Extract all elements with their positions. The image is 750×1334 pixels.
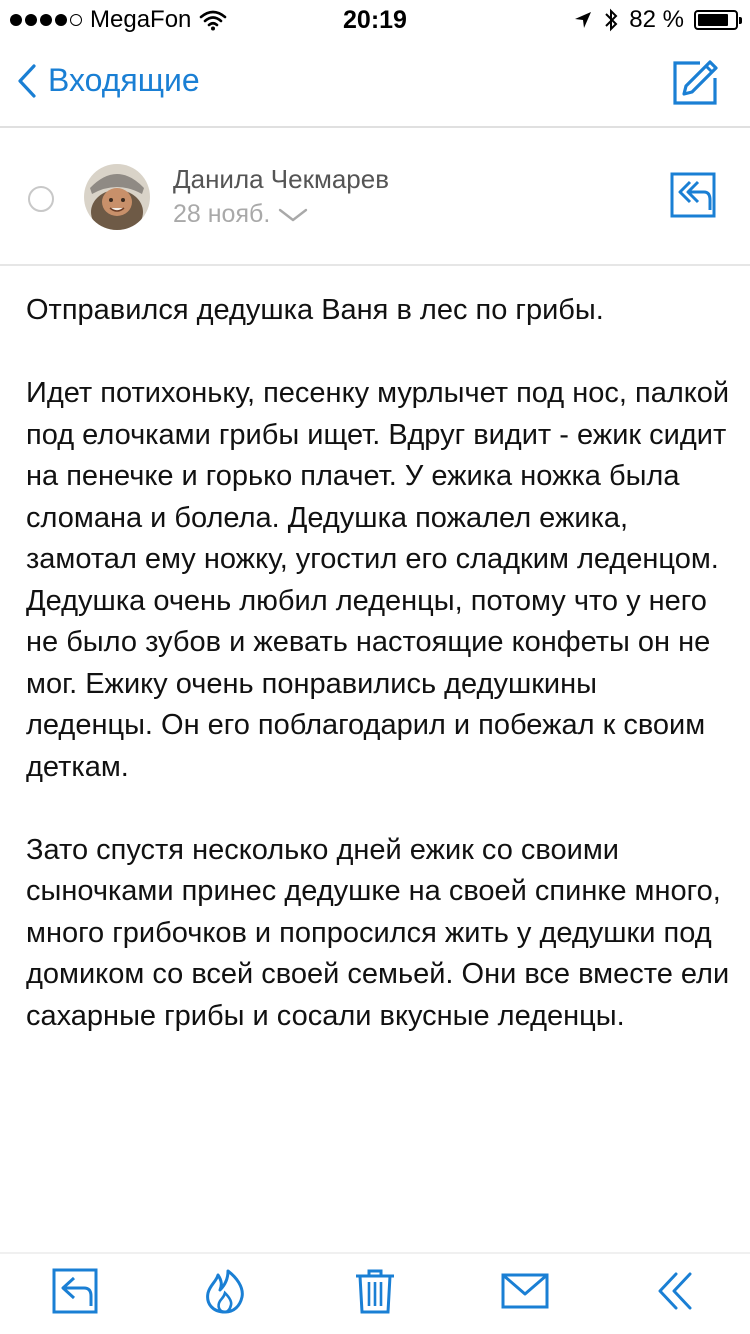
message-header xyxy=(0,128,750,266)
location-arrow-icon xyxy=(573,10,593,30)
battery-icon xyxy=(694,10,738,30)
compose-button[interactable] xyxy=(670,58,720,108)
back-button[interactable] xyxy=(16,62,200,99)
battery-fill xyxy=(698,14,728,26)
message-paragraph: Идет потихоньку, песенку мурлычет под нос, палкой под елочками грибы ищет. Вдруг видит - ежик сидит на пенечке и горько плачет. У ежика ножка была сломана и болела. Дедушка пожалел ежика, замотал ему ножку, угостил его сладким леденцом. Дедушка очень любил леденцы, потому что у него не было зубов и жевать настоящие конфеты он не мог. Ежику очень понравились дедушкины леденцы. Он его поблагодарил и побежал к своим деткам. xyxy=(26,377,730,783)
chevron-left-icon xyxy=(16,63,38,99)
sender-name[interactable]: Данила Чекмарев xyxy=(173,164,390,194)
bottom-toolbar xyxy=(0,1252,750,1334)
status-right-group xyxy=(573,6,738,34)
bluetooth-icon xyxy=(603,7,619,33)
message-date-toggle[interactable] xyxy=(173,200,308,229)
back-label: Входящие xyxy=(48,62,200,98)
select-checkbox[interactable] xyxy=(28,186,54,212)
battery-percent: 82 % xyxy=(629,6,684,33)
envelope-icon xyxy=(500,1266,550,1316)
reply-all-icon xyxy=(668,170,718,220)
carrier-name: MegaFon xyxy=(90,6,192,33)
flame-icon xyxy=(200,1266,250,1316)
nav-bar xyxy=(0,40,750,128)
avatar-photo xyxy=(84,164,150,230)
compose-icon xyxy=(670,58,720,108)
avatar[interactable] xyxy=(84,164,150,230)
collapse-button[interactable] xyxy=(652,1266,702,1316)
message-body xyxy=(26,290,731,1079)
flag-important-button[interactable] xyxy=(200,1266,250,1316)
reply-all-button[interactable] xyxy=(668,170,718,220)
trash-icon xyxy=(350,1266,400,1316)
chevron-down-icon xyxy=(278,207,308,223)
status-bar xyxy=(0,0,750,40)
double-chevron-left-icon xyxy=(652,1266,702,1316)
delete-button[interactable] xyxy=(350,1266,400,1316)
mark-unread-button[interactable] xyxy=(500,1266,550,1316)
message-paragraph: Отправился дедушка Ваня в лес по грибы. xyxy=(26,294,604,326)
clock: 20:19 xyxy=(343,6,407,34)
reply-button[interactable] xyxy=(50,1266,100,1316)
message-paragraph: Зато спустя несколько дней ежик со своими сыночками принес дедушке на своей спинке много, много грибочков и попросился жить у дедушки под домиком со всей своей семьей. Они все вместе ели сахарные грибы и сосали вкусные леденцы. xyxy=(26,833,730,1032)
message-date: 28 нояб. xyxy=(173,200,271,228)
reply-icon xyxy=(50,1266,100,1316)
